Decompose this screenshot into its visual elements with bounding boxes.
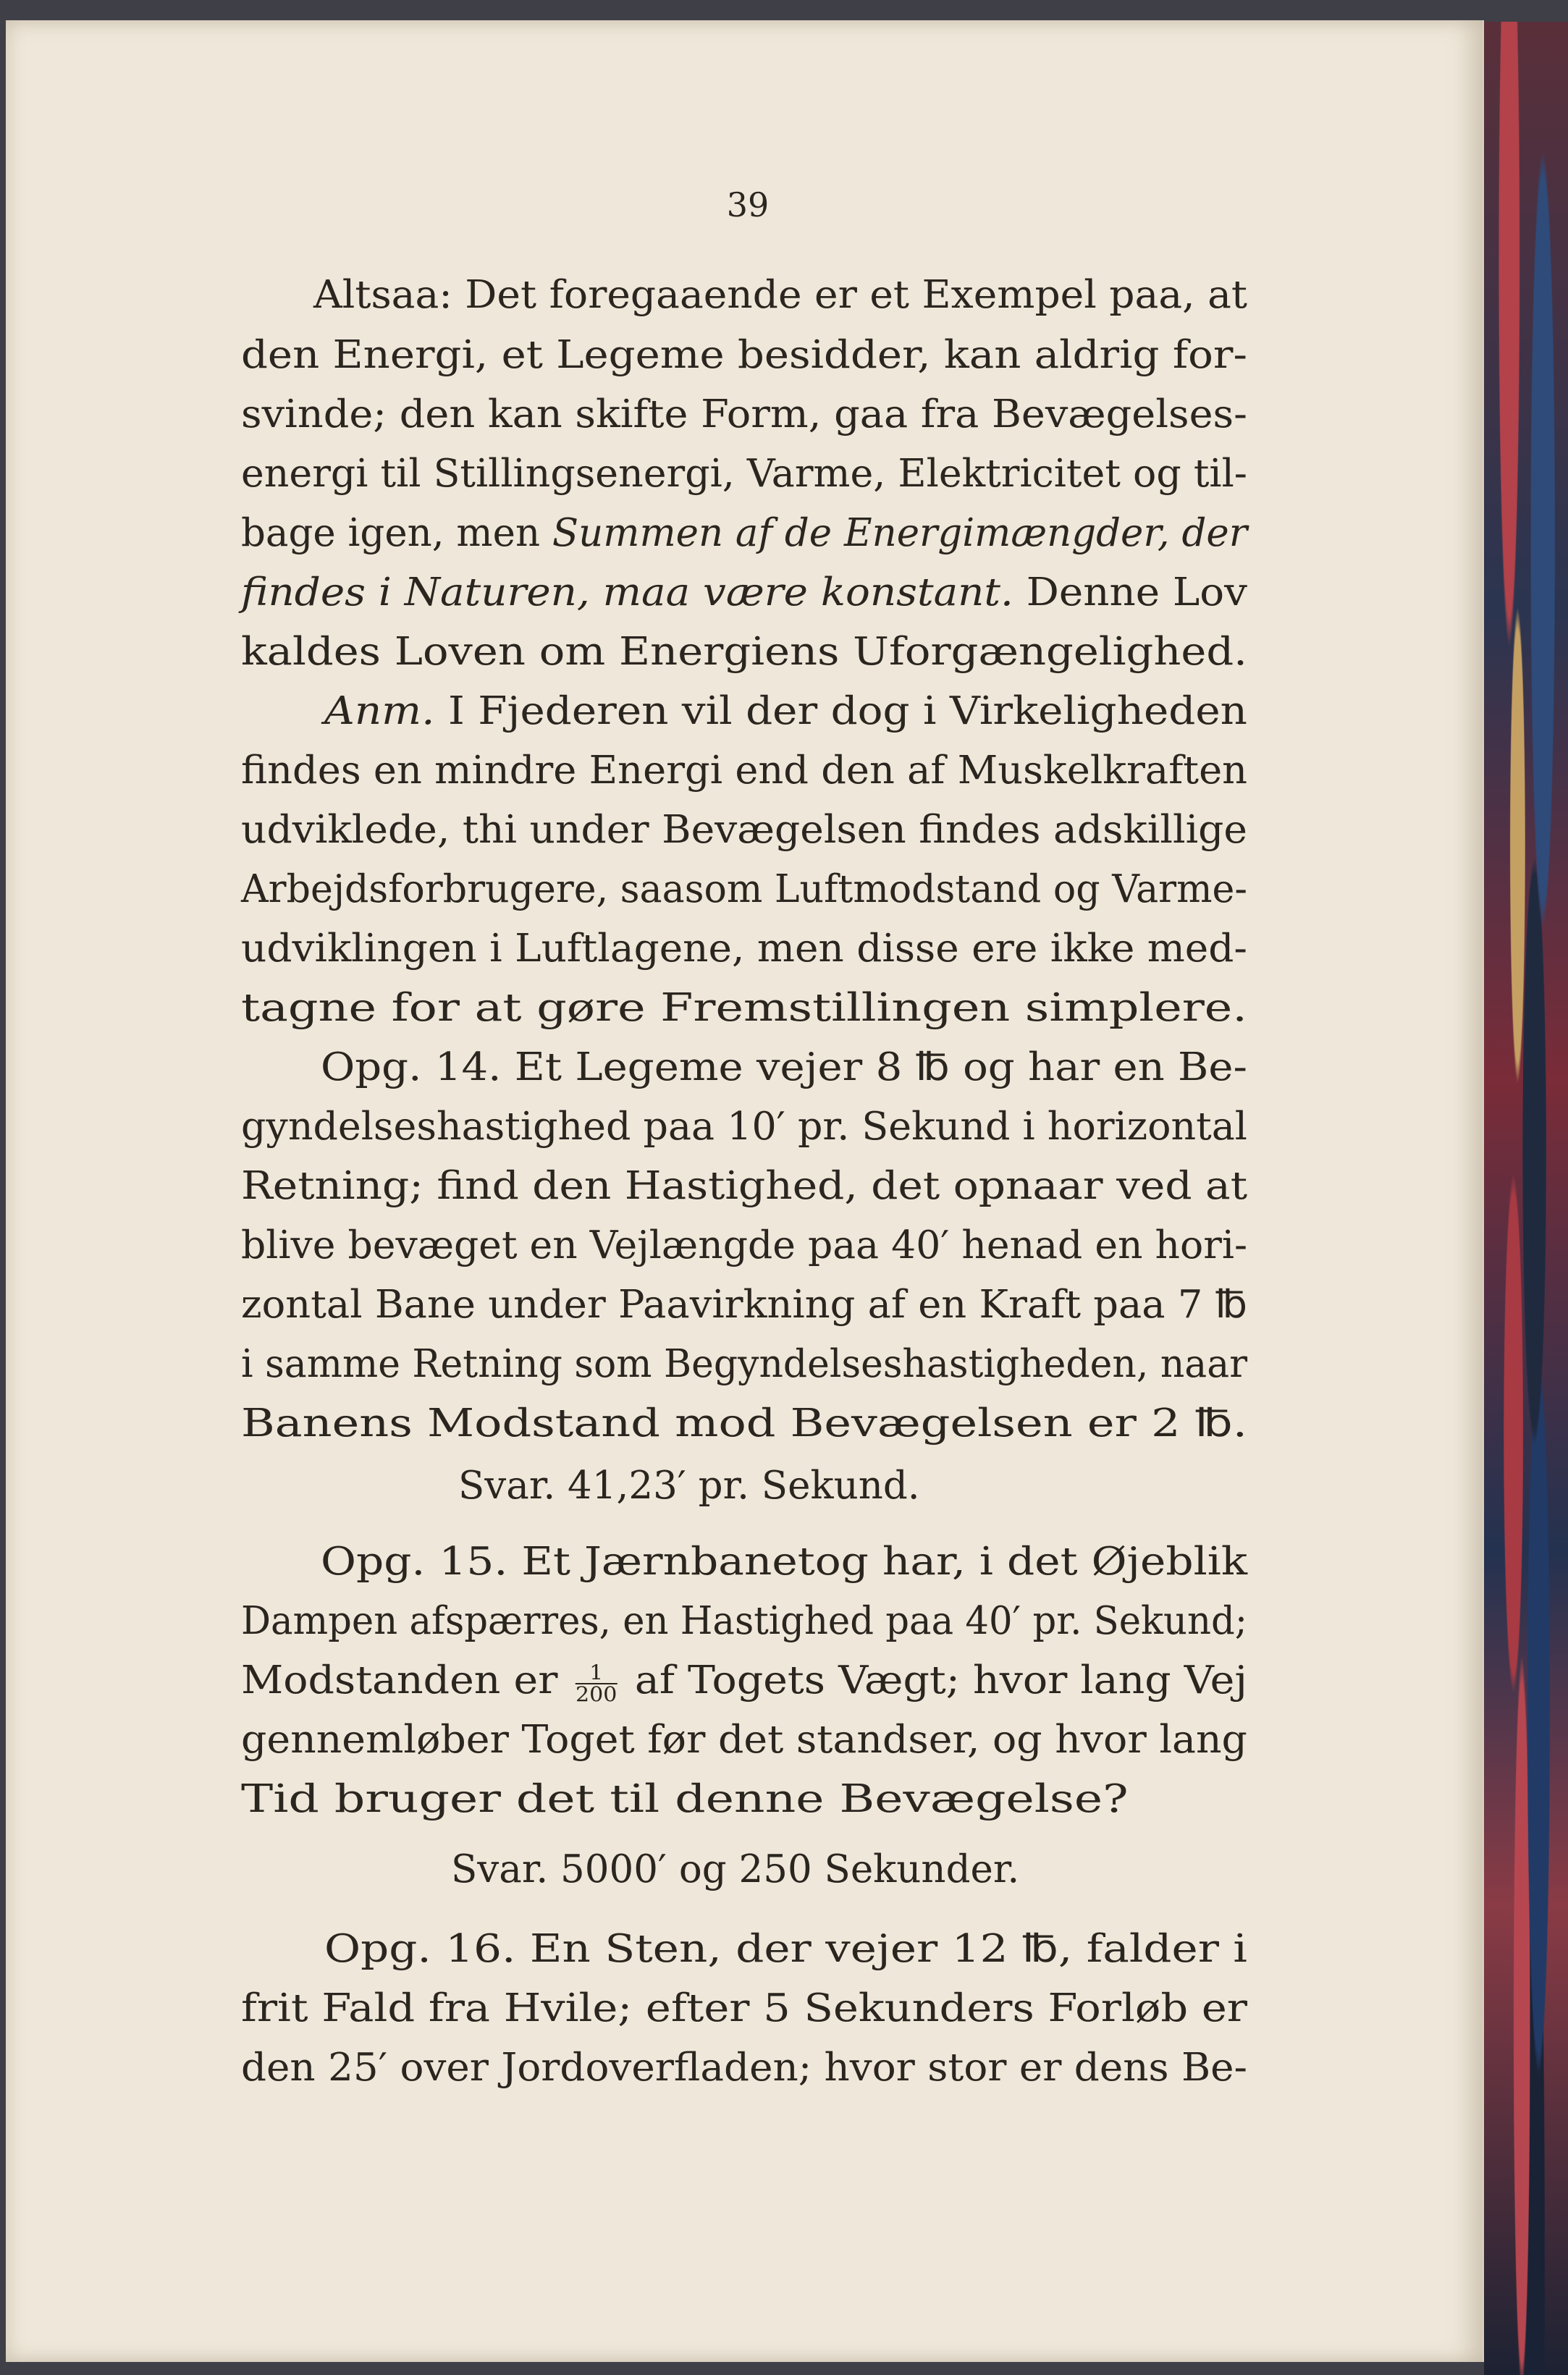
text-run: Denne Lov [1026, 570, 1247, 615]
fraction-numerator: 1 [576, 1663, 617, 1684]
italic-run: Summen af de Energimængder, der [552, 511, 1248, 555]
text-line [241, 568, 1310, 618]
text-run: I Fjederen vil der dog i Virkeligheden [447, 689, 1247, 733]
text-line: Altsaa: Det foregaaende er et Exempel paa, at [313, 273, 1248, 317]
text-line: frit Fald fra Hvile; efter 5 Sekunders Forløb er [241, 1986, 1248, 2030]
text-line: kaldes Loven om Energiens Uforgængelighed. [241, 630, 1247, 674]
answer-line: Svar. 5000′ og 250 Sekunder. [451, 1847, 1020, 1891]
text-line: energi til Stillingsenergi, Varme, Elektricitet og til- [241, 452, 1247, 496]
text-line: Opg. 16. En Sten, der vejer 12 ℔, falder i [324, 1927, 1247, 1971]
page-number: 39 [726, 185, 770, 224]
text-line: den Energi, et Legeme besidder, kan aldrig for- [241, 333, 1247, 377]
text-line: udviklingen i Luftlagene, men disse ere ikke med- [241, 927, 1247, 971]
text-line: gyndelseshastighed paa 10′ pr. Sekund i horizontal [241, 1105, 1248, 1149]
anm-label: Anm. [324, 689, 435, 733]
text-run: af Togets Vægt; hvor lang Vej [634, 1658, 1247, 1703]
text-line: tagne for at gøre Fremstillingen simplere. [241, 986, 1247, 1030]
text-line: gennemløber Toget før det standser, og hvor lang [241, 1718, 1247, 1762]
book-page [6, 20, 1484, 2362]
text-line: blive bevæget en Vejlængde paa 40′ henad en hori- [241, 1223, 1248, 1267]
text-line: udviklede, thi under Bevægelsen findes adskillige [241, 808, 1248, 852]
text-line: Arbejdsforbrugere, saasom Luftmodstand og Varme- [241, 867, 1248, 911]
text-line: Tid bruger det til denne Bevægelse? [241, 1777, 1129, 1821]
text-line [241, 508, 1246, 559]
text-line: Opg. 15. Et Jærnbanetog har, i det Øjeblik [321, 1540, 1248, 1584]
text-line: Opg. 14. Et Legeme vejer 8 ℔ og har en Be- [321, 1045, 1248, 1089]
italic-run: findes i Naturen, maa være konstant. [241, 570, 1013, 615]
text-line: den 25′ over Jordoverfladen; hvor stor er dens Be- [241, 2046, 1248, 2090]
answer-line: Svar. 41,23′ pr. Sekund. [458, 1464, 920, 1508]
text-line [241, 1655, 1322, 1706]
marbled-endpaper [1484, 22, 1568, 2375]
text-line: zontal Bane under Paavirkning af en Kraft paa 7 ℔ [241, 1283, 1247, 1327]
fraction-denominator: 200 [575, 1682, 617, 1706]
text-run: Modstanden er [241, 1658, 558, 1703]
text-line: Retning; find den Hastighed, det opnaar ved at [241, 1164, 1248, 1208]
text-line: findes en mindre Energi end den af Muskelkraften [241, 748, 1248, 793]
fraction [575, 1660, 617, 1706]
text-line: Banens Modstand mod Bevægelsen er 2 ℔. [241, 1401, 1248, 1446]
text-line [324, 686, 1425, 737]
text-line: i samme Retning som Begyndelseshastigheden, naar [241, 1342, 1248, 1386]
text-line: svinde; den kan skifte Form, gaa fra Bevægelses- [241, 392, 1247, 436]
text-line: Dampen afspærres, en Hastighed paa 40′ pr. Sekund; [241, 1599, 1248, 1643]
text-run: bage igen, men [241, 511, 541, 555]
